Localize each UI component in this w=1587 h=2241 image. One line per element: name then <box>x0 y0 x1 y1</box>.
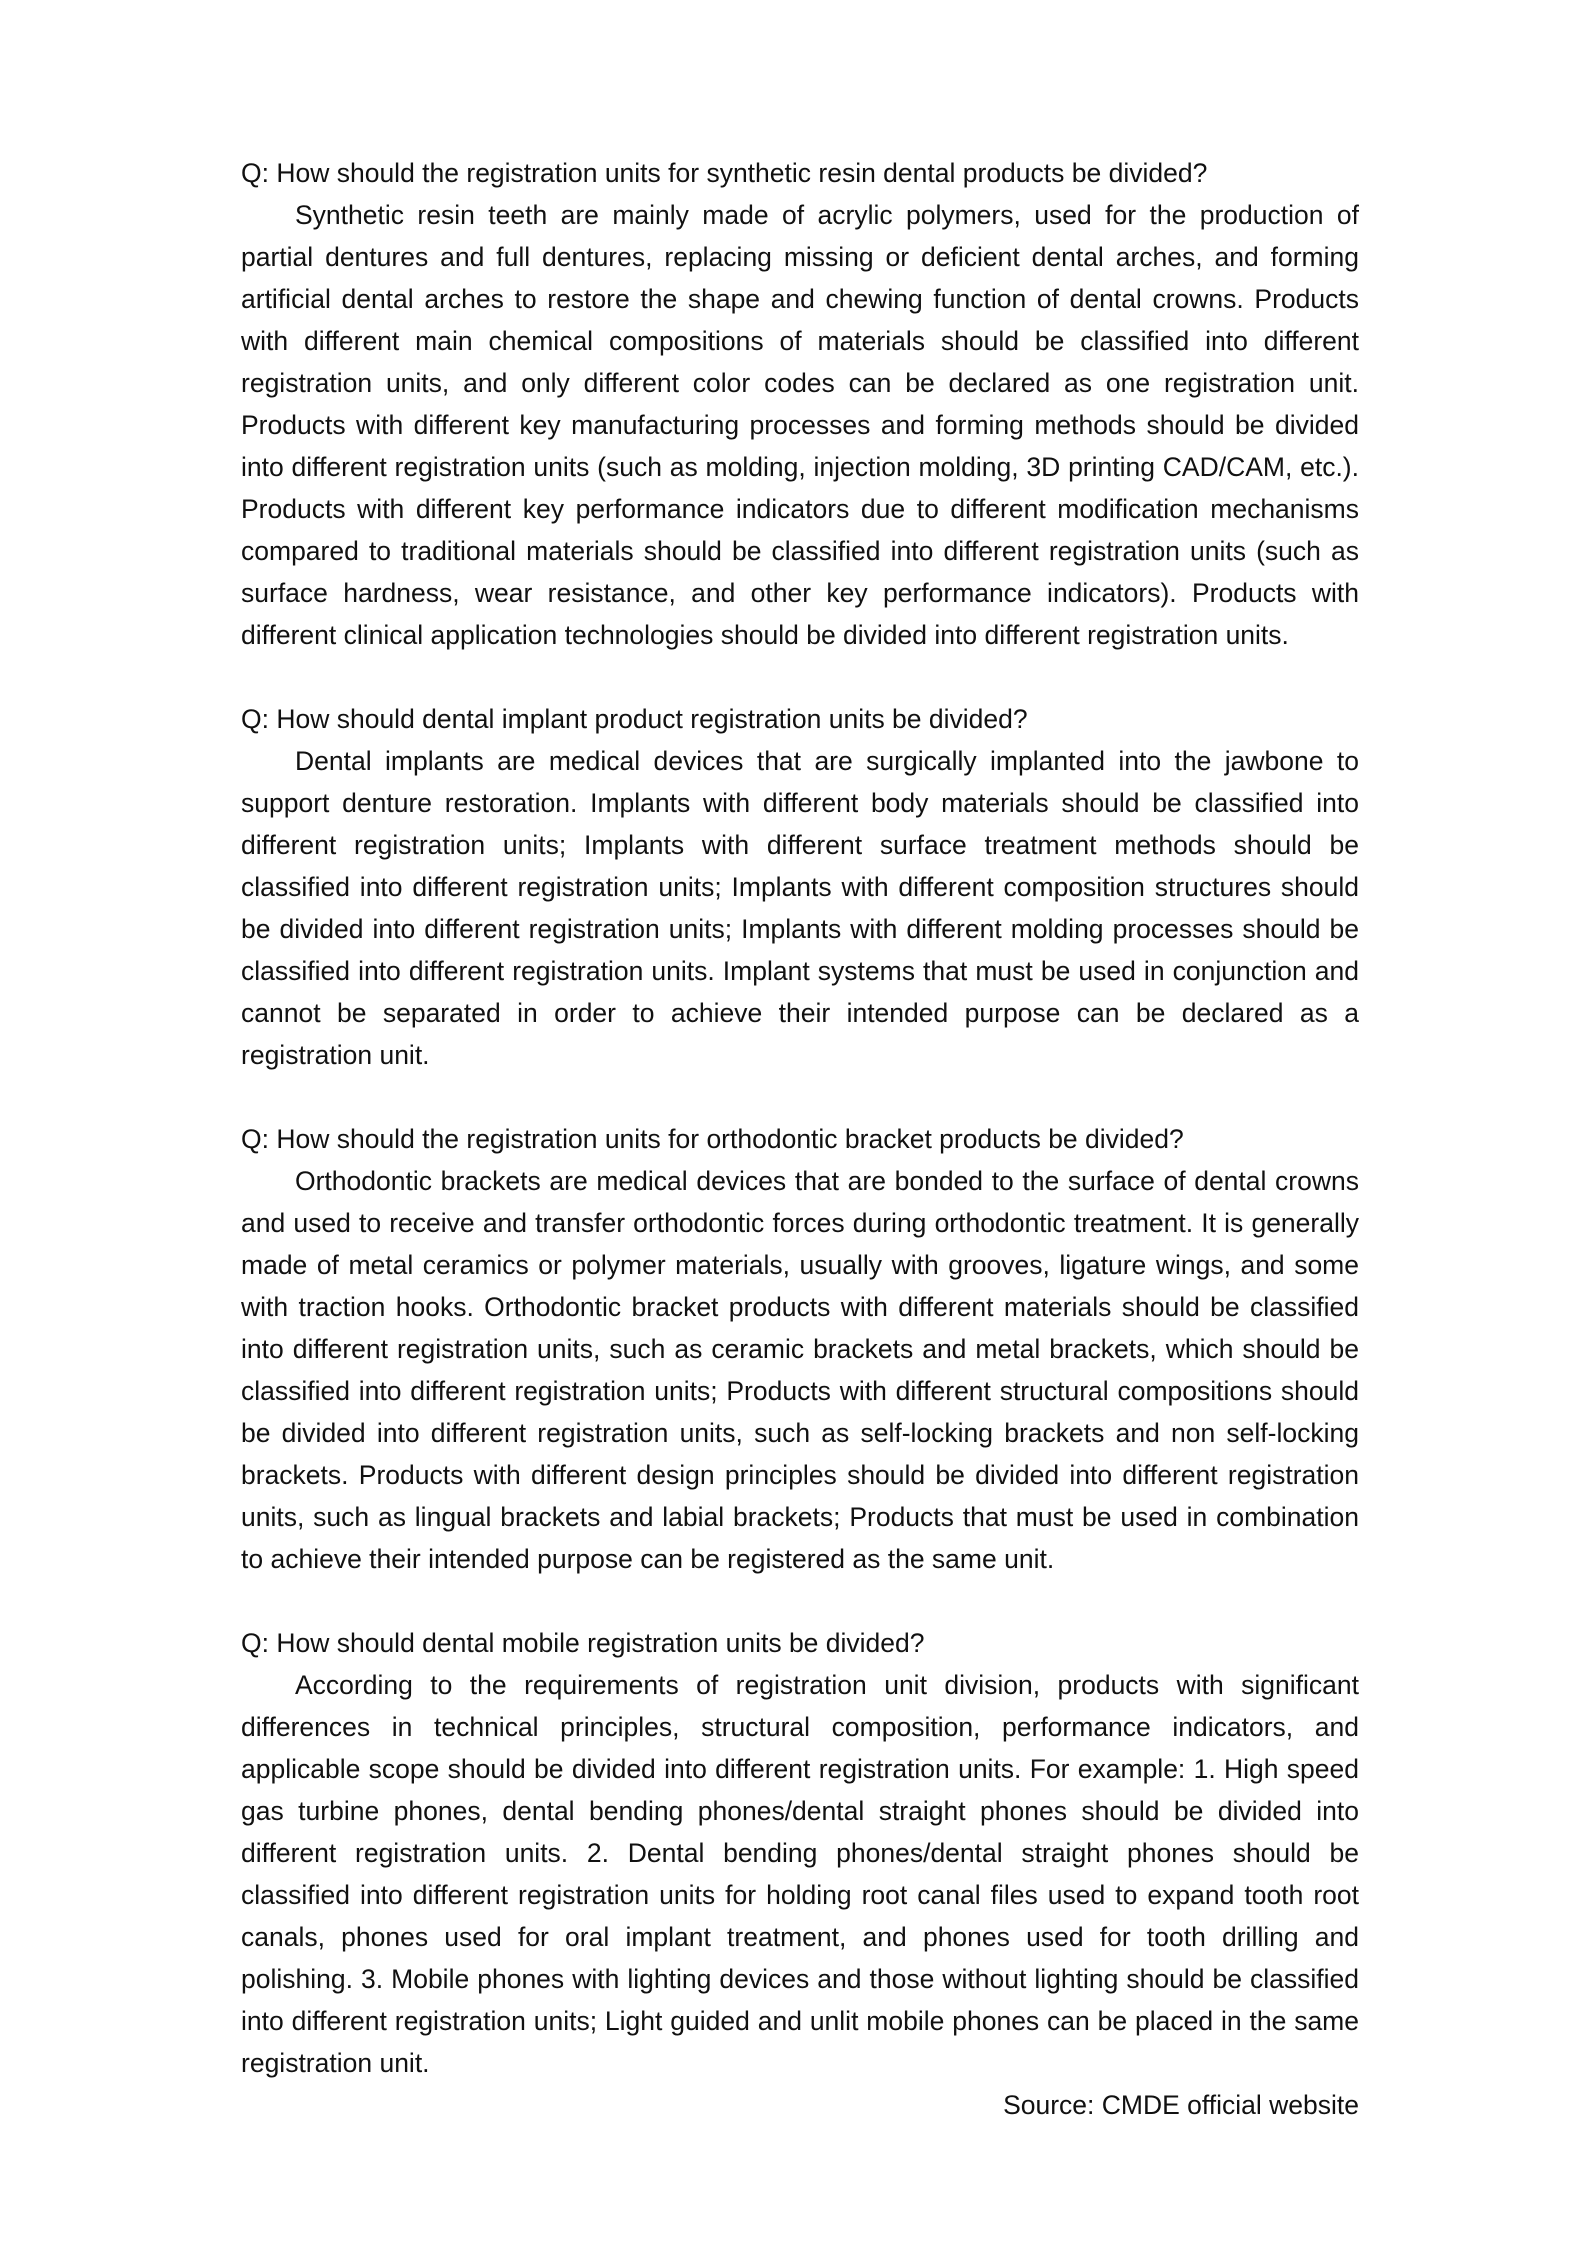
document-body <box>241 152 1359 2126</box>
question-heading: Q: How should the registration units for orthodontic bracket products be divided? <box>241 1124 1184 1154</box>
qa-section-orthodontic-bracket <box>241 1118 1359 1580</box>
question-heading: Q: How should the registration units for synthetic resin dental products be divided? <box>241 158 1208 188</box>
qa-section-synthetic-resin <box>241 152 1359 656</box>
source-attribution: Source: CMDE official website <box>1003 2090 1359 2120</box>
question-heading: Q: How should dental mobile registration units be divided? <box>241 1628 925 1658</box>
answer-paragraph: Dental implants are medical devices that are surgically implanted into the jawbone to support denture restoration. Implants with different body materials should be classified into different registration units; Implants with different surface treatment methods should be classified into different registration units; Implants with different composition structures should be divided into different registration units; Implants with different molding processes should be classified into different registration units. Implant systems that must be used in conjunction and cannot be separated in order to achieve their intended purpose can be declared as a registration unit. <box>241 746 1359 1070</box>
qa-section-dental-mobile <box>241 1622 1359 2084</box>
question-heading: Q: How should dental implant product registration units be divided? <box>241 704 1028 734</box>
qa-section-dental-implant <box>241 698 1359 1076</box>
answer-paragraph: Synthetic resin teeth are mainly made of acrylic polymers, used for the production of partial dentures and full dentures, replacing missing or deficient dental arches, and forming artificial dental arches to restore the shape and chewing function of dental crowns. Products with different main chemical compositions of materials should be classified into different registration units, and only different color codes can be declared as one registration unit. Products with different key manufacturing processes and forming methods should be divided into different registration units (such as molding, injection molding, 3D printing CAD/CAM, etc.). Products with different key performance indicators due to different modification mechanisms compared to traditional materials should be classified into different registration units (such as surface hardness, wear resistance, and other key performance indicators). Products with different clinical application technologies should be divided into different registration units. <box>241 200 1359 650</box>
answer-paragraph: According to the requirements of registration unit division, products with significant differences in technical principles, structural composition, performance indicators, and applicable scope should be divided into different registration units. For example: 1. High speed gas turbine phones, dental bending phones/dental straight phones should be divided into different registration units. 2. Dental bending phones/dental straight phones should be classified into different registration units for holding root canal files used to expand tooth root canals, phones used for oral implant treatment, and phones used for tooth drilling and polishing. 3. Mobile phones with lighting devices and those without lighting should be classified into different registration units; Light guided and unlit mobile phones can be placed in the same registration unit. <box>241 1670 1359 2078</box>
answer-paragraph: Orthodontic brackets are medical devices that are bonded to the surface of dental crowns and used to receive and transfer orthodontic forces during orthodontic treatment. It is generally made of metal ceramics or polymer materials, usually with grooves, ligature wings, and some with traction hooks. Orthodontic bracket products with different materials should be classified into different registration units, such as ceramic brackets and metal brackets, which should be classified into different registration units; Products with different structural compositions should be divided into different registration units, such as self-locking brackets and non self-locking brackets. Products with different design principles should be divided into different registration units, such as lingual brackets and labial brackets; Products that must be used in combination to achieve their intended purpose can be registered as the same unit. <box>241 1166 1359 1574</box>
